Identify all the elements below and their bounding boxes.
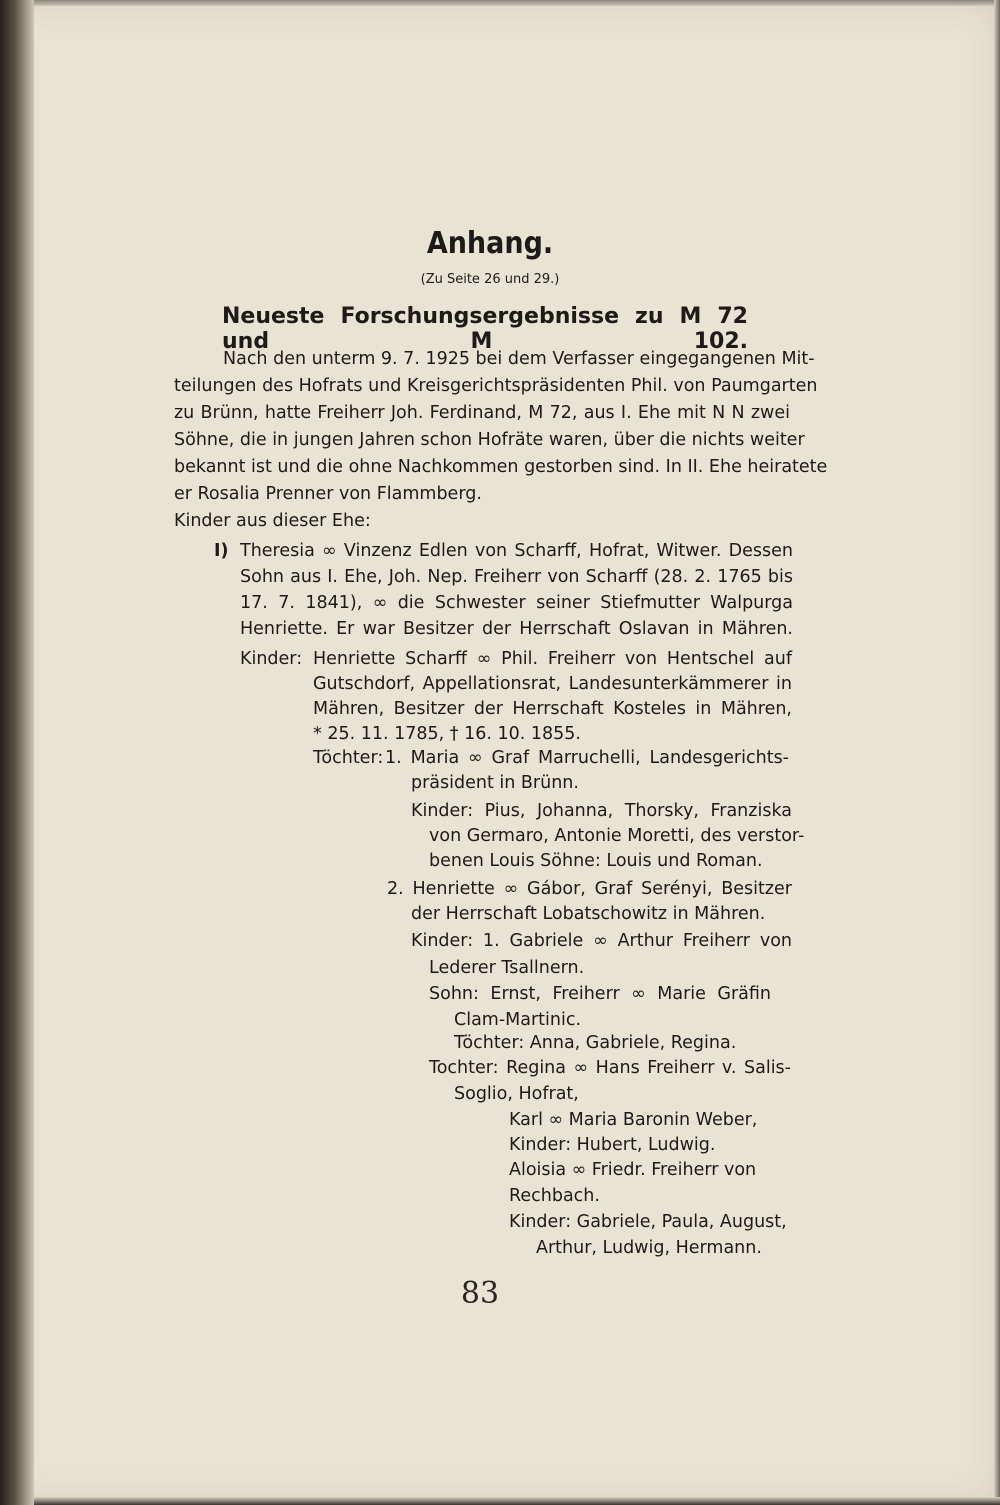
sohn-line: Sohn: Ernst, Freiherr ∞ Marie Gräfin [429, 984, 771, 1004]
grandchildren-line: Kinder: 1. Gabriele ∞ Arthur Freiherr von [411, 931, 792, 951]
page-heading: Anhang. [426, 226, 554, 261]
daughter-line: 1. Maria ∞ Graf Marruchelli, Landesgerichts- [385, 748, 789, 768]
daughter-line: der Herrschaft Lobatschowitz in Mähren. [411, 904, 766, 924]
toechter-sub-line: Töchter: Anna, Gabriele, Regina. [454, 1033, 737, 1053]
kinder-line: * 25. 11. 1785, † 16. 10. 1855. [313, 724, 581, 744]
paragraph-line: er Rosalia Prenner von Flammberg. [174, 484, 482, 504]
descendant-line: Aloisia ∞ Friedr. Freiherr von [509, 1160, 757, 1180]
paragraph-line: teilungen des Hofrats und Kreisgerichtspräsidenten Phil. von Paumgarten [174, 376, 818, 396]
kinder-line: Gutschdorf, Appellationsrat, Landesunterkämmerer in [313, 674, 792, 694]
paragraph-line: Nach den unterm 9. 7. 1925 bei dem Verfasser eingegangenen Mit- [223, 349, 815, 369]
page-top-edge [34, 0, 1000, 6]
tochter-line: Soglio, Hofrat, [454, 1084, 579, 1104]
descendant-line: Rechbach. [509, 1186, 600, 1206]
section-title: Neueste Forschungsergebnisse zu M 72 und M 102. [222, 304, 748, 354]
tochter-line: Tochter: Regina ∞ Hans Freiherr v. Salis- [429, 1058, 791, 1078]
daughter-line: 2. Henriette ∞ Gábor, Graf Serényi, Besitzer [387, 879, 792, 899]
paragraph-line: zu Brünn, hatte Freiherr Joh. Ferdinand, M 72, aus I. Ehe mit N N zwei [174, 403, 790, 423]
sohn-line: Clam-Martinic. [454, 1010, 582, 1030]
descendant-line: Karl ∞ Maria Baronin Weber, [509, 1110, 758, 1130]
daughter-kinder-line: von Germaro, Antonie Moretti, des verstor- [429, 826, 805, 846]
kinder-label: Kinder: [240, 649, 303, 669]
entry-line: Henriette. Er war Besitzer der Herrschaft Oslavan in Mähren. [240, 619, 793, 639]
page-bottom-edge [34, 1497, 1000, 1505]
page-subheading: (Zu Seite 26 und 29.) [420, 272, 560, 287]
paragraph-line: Söhne, die in jungen Jahren schon Hofräte waren, über die nichts weiter [174, 430, 805, 450]
daughter-kinder-line: benen Louis Söhne: Louis und Roman. [429, 851, 763, 871]
descendant-line: Kinder: Gabriele, Paula, August, [509, 1212, 787, 1232]
grandchildren-line: Lederer Tsallnern. [429, 958, 585, 978]
entry-line: Theresia ∞ Vinzenz Edlen von Scharff, Hofrat, Witwer. Dessen [240, 541, 793, 561]
kinder-line: Mähren, Besitzer der Herrschaft Kosteles in Mähren, [313, 699, 792, 719]
page-number: 83 [460, 1276, 500, 1311]
paragraph-line: bekannt ist und die ohne Nachkommen gestorben sind. In II. Ehe heiratete [174, 457, 828, 477]
descendant-line: Arthur, Ludwig, Hermann. [536, 1238, 762, 1258]
descendant-line: Kinder: Hubert, Ludwig. [509, 1135, 716, 1155]
daughter-kinder-line: Kinder: Pius, Johanna, Thorsky, Franziska [411, 801, 792, 821]
children-intro: Kinder aus dieser Ehe: [174, 511, 371, 531]
toechter-label: Töchter: [313, 748, 384, 768]
kinder-line: Henriette Scharff ∞ Phil. Freiherr von Hentschel auf [313, 649, 792, 669]
daughter-line: präsident in Brünn. [411, 773, 579, 793]
entry-line: Sohn aus I. Ehe, Joh. Nep. Freiherr von Scharff (28. 2. 1765 bis [240, 567, 793, 587]
entry-line: 17. 7. 1841), ∞ die Schwester seiner Stiefmutter Walpurga [240, 593, 793, 613]
entry-marker: I) [214, 541, 229, 561]
page-right-edge [994, 0, 1000, 1505]
